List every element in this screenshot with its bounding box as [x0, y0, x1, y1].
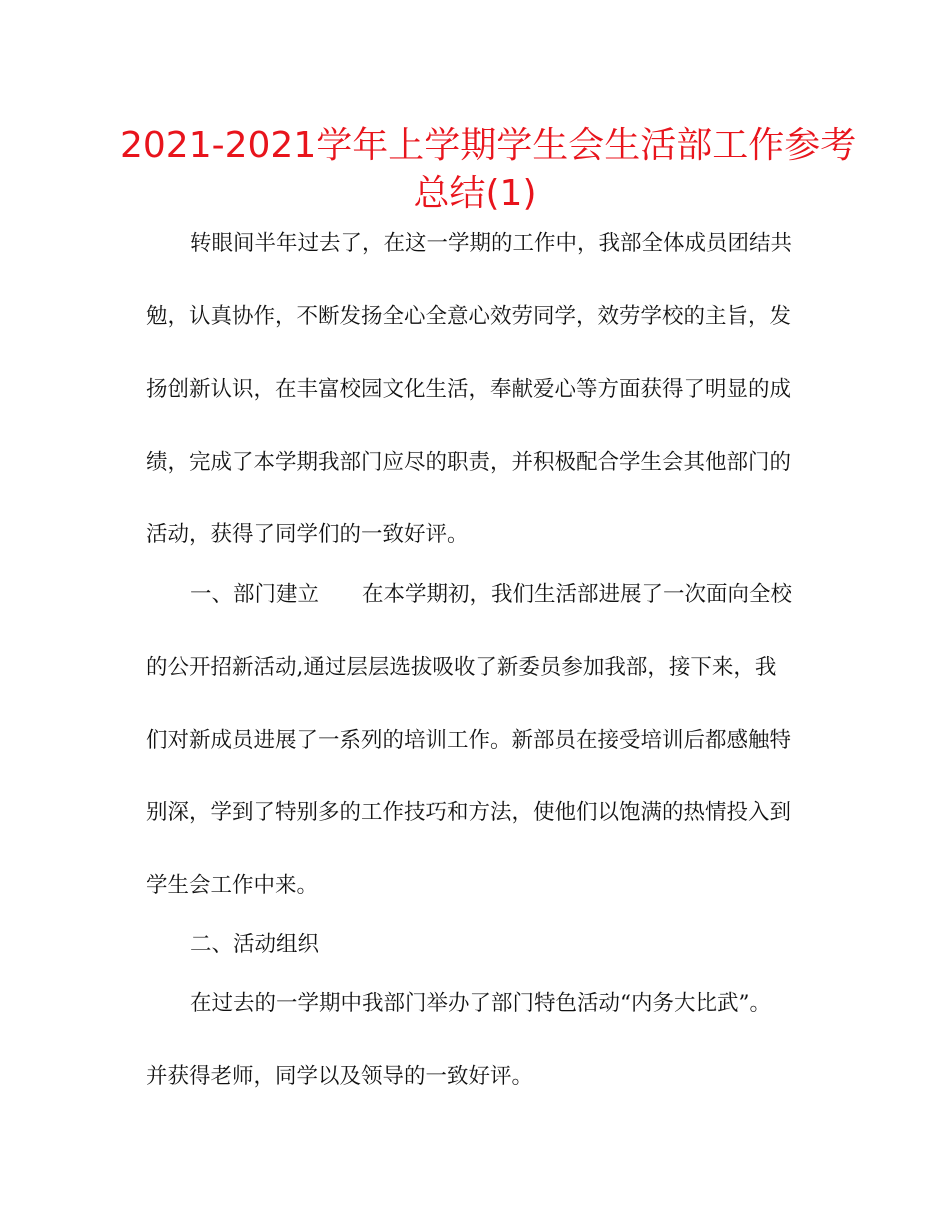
paragraph-line: 转眼间半年过去了，在这一学期的工作中，我部全体成员团结共	[190, 231, 793, 256]
paragraph-line: 扬创新认识，在丰富校园文化生活，奉献爱心等方面获得了明显的成	[146, 377, 792, 402]
paragraph-line: 的公开招新活动,通过层层选拔吸收了新委员参加我部，接下来，我	[146, 655, 777, 680]
paragraph-line: 绩，完成了本学期我部门应尽的职责，并积极配合学生会其他部门的	[146, 450, 792, 475]
paragraph-line: 学生会工作中来。	[146, 873, 319, 898]
paragraph-line: 在过去的一学期中我部门举办了部门特色活动“内务大比武”。	[190, 991, 771, 1016]
section-heading-line: 一、部门建立 在本学期初，我们生活部进展了一次面向全校	[190, 582, 793, 607]
document-title-line-2: 总结(1)	[413, 173, 537, 214]
paragraph-line: 勉，认真协作，不断发扬全心全意心效劳同学，效劳学校的主旨，发	[146, 304, 792, 329]
paragraph-line: 并获得老师，同学以及领导的一致好评。	[146, 1064, 534, 1089]
paragraph-line: 别深，学到了特别多的工作技巧和方法，使他们以饱满的热情投入到	[146, 800, 792, 825]
paragraph-line: 们对新成员进展了一系列的培训工作。新部员在接受培训后都感触特	[146, 728, 792, 753]
section-heading: 二、活动组织	[190, 932, 320, 957]
paragraph-line: 活动，获得了同学们的一致好评。	[146, 522, 469, 547]
document-title-line-1: 2021-2021学年上学期学生会生活部工作参考	[120, 125, 857, 166]
